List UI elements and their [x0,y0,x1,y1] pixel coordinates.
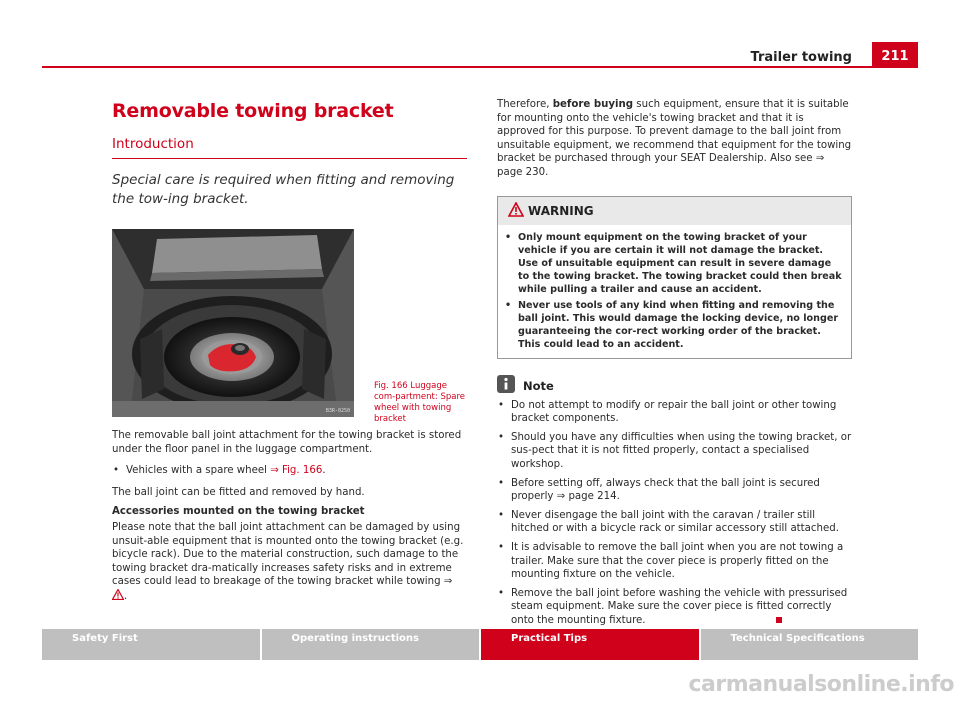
note-header [497,375,852,393]
warning-body [498,225,851,358]
list-item-text: Vehicles with a spare wheel [126,465,271,477]
watermark: carmanualsonline.info [688,672,954,697]
section-subtitle: Introduction [112,136,467,159]
figure-caption: Fig. 166 Luggage com-partment: Spare wheel with towing bracket [374,381,465,424]
note-icon [497,375,515,393]
note-list [497,399,852,628]
end-of-section-mark [776,617,782,623]
warning-triangle-icon [508,202,524,217]
note-item: • Before setting off, always check that the ball joint is secured properly ⇒ page 214. [497,477,852,504]
figure [112,229,467,424]
spare-wheel-illustration [112,229,354,417]
warning-triangle-icon[interactable] [112,589,124,600]
section-title: Trailer towing [750,50,852,65]
paragraph-text: Therefore, [497,99,553,110]
paragraph-text: Please note that the ball joint attachment can be damaged by using unsuit-able equipment that is mounted onto the towing bracket (e.g. bicycle rack). Due to the material construction, such damage to the towing bracket dra-matically increases safety risks and in extreme cases could lead to breakage of the towing bracket while towing ⇒ [112,521,464,588]
note-item: • Should you have any difficulties when using the towing bracket, or sus-pect that it is not fitted properly, contact a specialised workshop. [497,431,852,472]
warning-header [498,197,851,225]
subheading: Accessories mounted on the towing bracket [112,506,365,518]
note-item: • Never disengage the ball joint with the caravan / trailer still hitched or with a bicycle rack or similar accessory still attached. [497,509,852,536]
header-rule [42,66,918,68]
paragraph: The removable ball joint attachment for the towing bracket is stored under the floor panel in the luggage compartment. [112,430,462,455]
emphasis-text: before buying [552,99,634,110]
left-column [112,100,467,604]
note-item-text: Remove the ball joint before washing the vehicle with pressurised steam equipment. Make sure the cover piece is fitted correctly onto the mounting fixture. [511,587,848,626]
tab-safety-first[interactable]: Safety First [42,629,260,660]
figure-code: B3R-0250 [325,408,350,414]
page-title: Removable towing bracket [112,100,394,122]
right-column [497,98,852,627]
figure-link[interactable]: ⇒ Fig. 166 [270,465,323,477]
luggage-compartment-photo [112,229,354,417]
paragraph: The ball joint can be fitted and removed by hand. [112,486,365,498]
paragraph [497,98,852,180]
list-item [112,464,467,478]
tab-practical-tips[interactable]: Practical Tips [479,629,699,660]
warning-item: • Never use tools of any kind when fitting and removing the ball joint. This would damage the locking device, no longer guaranteeing the cor-rect working order of the bracket. This could lead to an accident. [504,299,843,351]
note-item: • It is advisable to remove the ball joint when you are not towing a trailer. Make sure that the cover piece is properly fitted on the mounting fixture on the vehicle. [497,541,852,582]
paragraph-text: such equipment, ensure that it is suitable for mounting onto the vehicle's towing bracket and that it is approved for this purpose. To prevent damage to the ball joint from unsuitable equipment, we recommend that equipment for the towing bracket be purchased through your SEAT Dealership. Also see ⇒ page 230. [497,99,852,178]
warning-item: • Only mount equipment on the towing bracket of your vehicle if you are certain it will not damage the bracket. Use of unsuitable equipment can result in severe damage to the towing bracket. The towing bracket could then break while pulling a trailer and cause an accident. [504,231,843,296]
page-number: 211 [872,42,918,68]
warning-box [497,196,852,359]
paragraph: Please note that the ball joint attachment can be damaged by using unsuit-able equipment that is mounted onto the towing bracket (e.g. bicycle rack). Due to the material construction, such damage to the towing bracket dra-matically increases safety risks and in extreme cases could lead to breakage of the towing bracket while towing ⇒ . [112,521,464,602]
list-item-end: . [322,465,326,477]
note-title: Note [523,378,554,393]
note-item [497,587,852,628]
intro-text: Special care is required when fitting and removing the tow-ing bracket. [112,172,455,207]
footer-nav [42,629,918,660]
warning-title: WARNING [528,203,594,218]
tab-technical-specifications[interactable]: Technical Specifications [699,629,919,660]
note-item: • Do not attempt to modify or repair the ball joint or other towing bracket components. [497,399,852,426]
tab-operating-instructions[interactable]: Operating instructions [260,629,480,660]
